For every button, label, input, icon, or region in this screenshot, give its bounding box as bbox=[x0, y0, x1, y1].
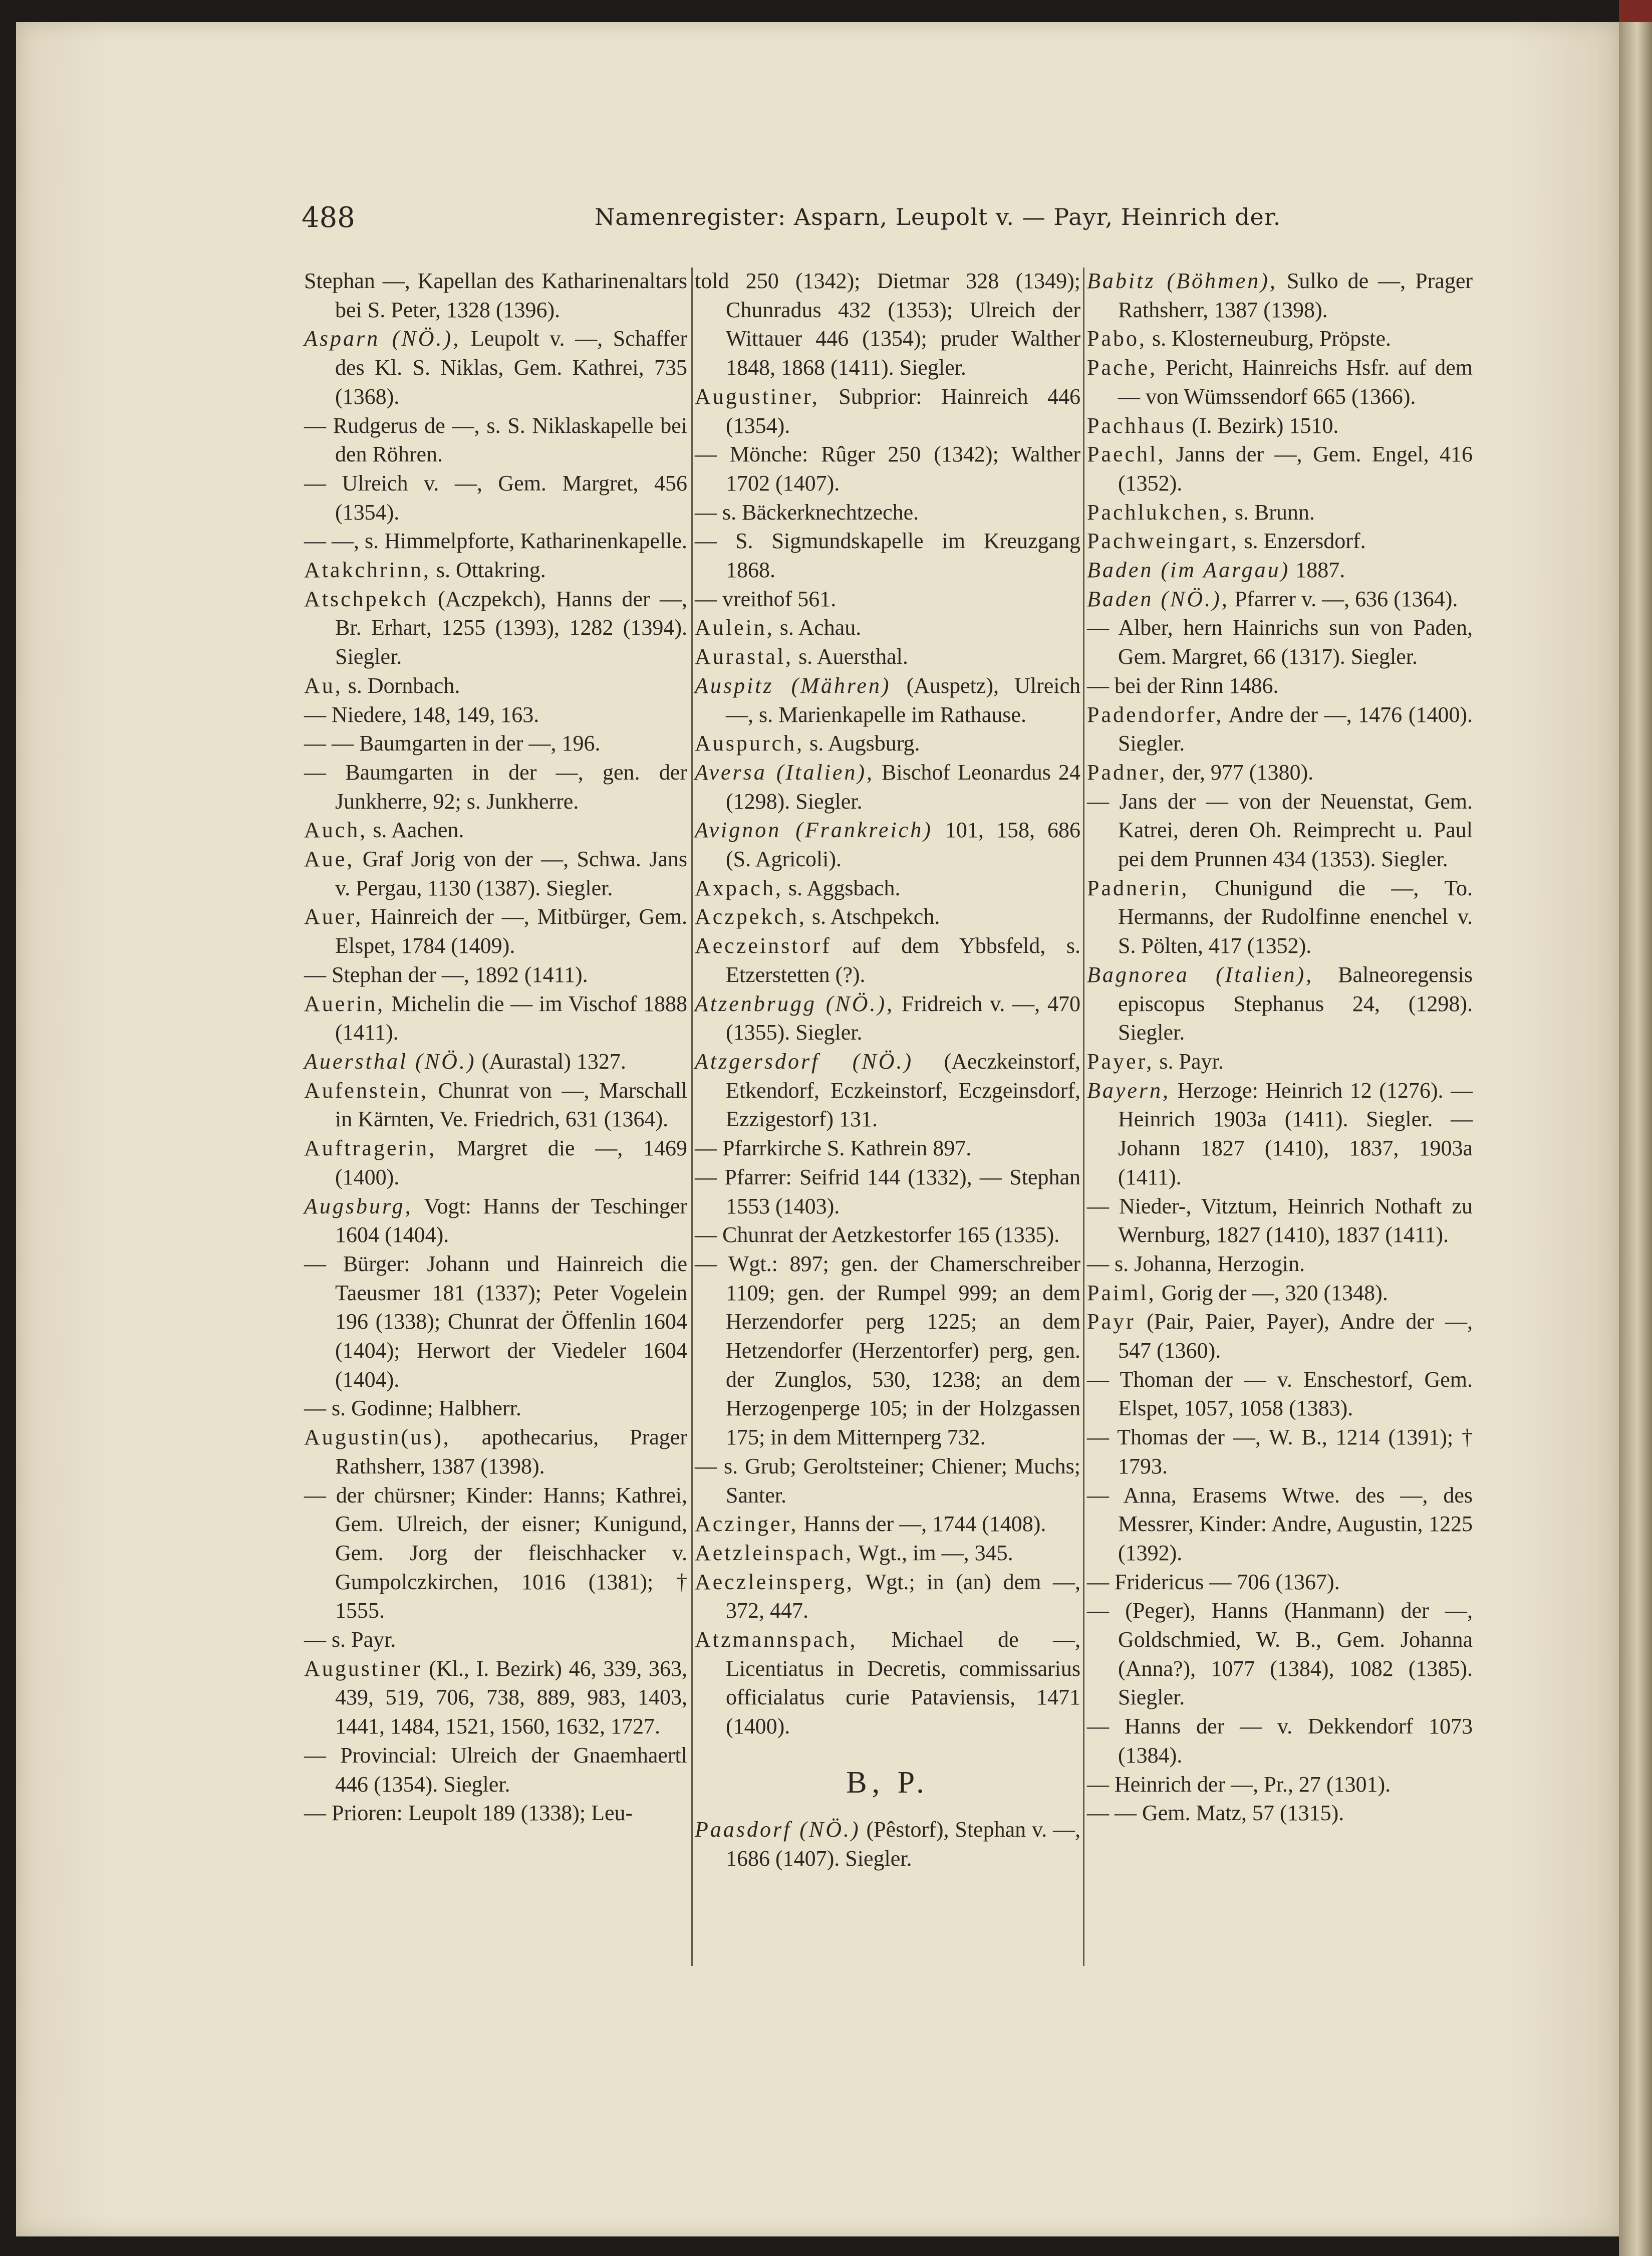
index-entry bbox=[1087, 324, 1473, 353]
entry-headword: Auspitz (Mähren) bbox=[695, 673, 891, 698]
entry-headword: Avignon (Frankreich) bbox=[695, 818, 933, 843]
entry-text: s. Ottakring. bbox=[430, 558, 546, 583]
index-entry bbox=[1087, 556, 1473, 585]
entry-headword: Aeczleinsperg, bbox=[695, 1569, 854, 1594]
index-entry bbox=[695, 613, 1080, 642]
entry-headword: Bayern, bbox=[1087, 1078, 1171, 1103]
entry-headword: Atzmannspach, bbox=[695, 1627, 858, 1652]
index-entry bbox=[695, 729, 1080, 758]
index-entry bbox=[695, 642, 1080, 671]
index-entry bbox=[695, 1815, 1080, 1873]
entry-headword: Atschpekch bbox=[304, 586, 428, 611]
entry-headword: Atzgersdorf (NÖ.) bbox=[695, 1049, 914, 1074]
entry-text: (Aeczkeinstorf, Etkendorf, Eczkeinstorf, Eczgeinsdorf, Ezzigestorf) 131. bbox=[726, 1049, 1081, 1132]
entry-headword: Auch, bbox=[304, 818, 368, 843]
entry-headword: Auersthal (NÖ.) bbox=[304, 1049, 476, 1074]
entry-headword: Atakchrinn, bbox=[304, 558, 431, 583]
index-entry: — Alber, hern Hainrichs sun von Paden, Gem. Margret, 66 (1317). Siegler. bbox=[1087, 615, 1473, 669]
index-entry: — Stephan der —, 1892 (1411). bbox=[304, 962, 588, 987]
index-entry: — — Baumgarten in der —, 196. bbox=[304, 731, 601, 756]
entry-headword: Augustin(us), bbox=[304, 1425, 451, 1450]
entry-headword: Payr bbox=[1087, 1309, 1136, 1334]
index-entry bbox=[304, 1423, 687, 1480]
index-entry bbox=[1087, 700, 1473, 758]
entry-headword: Atzenbrugg (NÖ.), bbox=[695, 991, 895, 1016]
index-entry bbox=[1087, 527, 1473, 556]
entry-text: Leupolt v. —, Schaffer des Kl. S. Niklas, Gem. Kathrei, 735 (1368). bbox=[335, 326, 687, 409]
index-entry: — s. Bäckerknechtzeche. bbox=[695, 499, 919, 525]
index-entry bbox=[1087, 1076, 1473, 1192]
entry-text: s. Atschpekch. bbox=[806, 904, 940, 929]
entry-headword: Asparn (NÖ.), bbox=[304, 326, 461, 351]
page-header bbox=[16, 201, 1619, 241]
entry-text: Michelin die — im Vischof 1888 (1411). bbox=[335, 991, 687, 1045]
entry-text: (Auspetz), Ulreich —, s. Marienkapelle im Rathause. bbox=[726, 673, 1080, 727]
index-entry bbox=[304, 324, 687, 411]
entry-headword: Pachhaus bbox=[1087, 413, 1187, 438]
entry-headword: Babitz (Böhmen), bbox=[1087, 269, 1277, 293]
entry-headword: Au, bbox=[304, 673, 343, 698]
entry-headword: Baden (im Aargau) bbox=[1087, 558, 1290, 583]
entry-text: Pfarrer v. —, 636 (1364). bbox=[1229, 586, 1458, 611]
index-entry: — Provincial: Ulreich der Gnaemhaertl 446 (1354). Siegler. bbox=[304, 1742, 687, 1797]
index-entry: — — Gem. Matz, 57 (1315). bbox=[1087, 1801, 1344, 1826]
entry-text: Chunrat von —, Marschall in Kärnten, Ve. Friedrich, 631 (1364). bbox=[335, 1078, 687, 1132]
index-entry: — Baumgarten in der —, gen. der Junkherre, 92; s. Junkherre. bbox=[304, 760, 687, 814]
entry-text: s. Enzersdorf. bbox=[1238, 529, 1366, 554]
entry-text: s. Aachen. bbox=[367, 818, 464, 843]
index-column-1 bbox=[304, 267, 687, 1828]
spine-red-band bbox=[1619, 0, 1652, 22]
running-head: Namenregister: Asparn, Leupolt v. — Payr, Heinrich der. bbox=[595, 203, 1281, 230]
entry-text: (Aurastal) 1327. bbox=[476, 1049, 626, 1074]
entry-headword: Padner, bbox=[1087, 760, 1167, 785]
entry-text: (Aczpekch), Hanns der —, Br. Erhart, 1255 (1393), 1282 (1394). Siegler. bbox=[335, 586, 687, 669]
entry-text: Pericht, Hainreichs Hsfr. auf dem — von Wümssendorf 665 (1366). bbox=[1118, 355, 1473, 409]
index-column-3 bbox=[1087, 267, 1473, 1828]
index-entry bbox=[695, 758, 1080, 816]
index-entry bbox=[695, 1568, 1080, 1625]
entry-text: Andre der —, 1476 (1400). Siegler. bbox=[1118, 702, 1473, 756]
index-entry: told 250 (1342); Dietmar 328 (1349); Chunradus 432 (1353); Ulreich der Wittauer 446 (1354); pruder Walther 1848, 1868 (1411). Siegler. bbox=[695, 269, 1080, 380]
entry-text: auf dem Ybbsfeld, s. Etzerstetten (?). bbox=[726, 933, 1080, 987]
index-entry bbox=[695, 874, 1080, 903]
index-entry bbox=[695, 1047, 1080, 1134]
index-entry bbox=[695, 1539, 1080, 1568]
index-entry bbox=[1087, 1047, 1473, 1076]
entry-text: Hanns der —, 1744 (1408). bbox=[798, 1512, 1046, 1537]
entry-text: Subprior: Hainreich 446 (1354). bbox=[726, 384, 1080, 438]
entry-text: s. Achau. bbox=[774, 615, 862, 640]
index-entry: — (Peger), Hanns (Hanmann) der —, Goldschmied, W. B., Gem. Johanna (Anna?), 1077 (1384), 1082 (1385). Siegler. bbox=[1087, 1598, 1473, 1710]
entry-text: Balneoregensis episcopus Stephanus 24, (1298). Siegler. bbox=[1118, 962, 1473, 1045]
entry-text: Vogt: Hanns der Teschinger 1604 (1404). bbox=[335, 1193, 687, 1247]
entry-text: (Pair, Paier, Payer), Andre der —, 547 (1360). bbox=[1118, 1309, 1473, 1363]
index-entry bbox=[304, 816, 687, 845]
entry-text: s. Brunn. bbox=[1229, 499, 1315, 525]
entry-text: Bischof Leonardus 24 (1298). Siegler. bbox=[726, 760, 1080, 814]
entry-headword: Paasdorf (NÖ.) bbox=[695, 1817, 861, 1842]
index-entry bbox=[304, 845, 687, 902]
index-entry bbox=[695, 989, 1080, 1047]
index-entry: — Hanns der — v. Dekkendorf 1073 (1384). bbox=[1087, 1714, 1473, 1768]
entry-text: Gorig der —, 320 (1348). bbox=[1156, 1280, 1388, 1305]
index-entry: — Rudgerus de —, s. S. Niklaskapelle bei den Röhren. bbox=[304, 413, 687, 467]
entry-headword: Auerin, bbox=[304, 991, 385, 1016]
entry-headword: Auspurch, bbox=[695, 731, 804, 756]
index-entry: — Nieder-, Vitztum, Heinrich Nothaft zu Wernburg, 1827 (1410), 1837 (1411). bbox=[1087, 1193, 1473, 1247]
index-entry: — Thoman der — v. Enschestorf, Gem. Elspet, 1057, 1058 (1383). bbox=[1087, 1367, 1473, 1421]
entry-text: Michael de —, Licentiatus in Decretis, commissarius officialatus curie Pataviensis, 1471 (1400). bbox=[726, 1627, 1080, 1739]
index-entry bbox=[1087, 585, 1473, 614]
entry-text: (I. Bezirk) 1510. bbox=[1186, 413, 1339, 438]
index-entry: — Fridericus — 706 (1367). bbox=[1087, 1569, 1340, 1594]
entry-headword: Auer, bbox=[304, 904, 363, 929]
entry-headword: Bagnorea (Italien), bbox=[1087, 962, 1314, 987]
index-entry: Stephan —, Kapellan des Katharinenaltars bei S. Peter, 1328 (1396). bbox=[304, 269, 687, 322]
entry-headword: Aufenstein, bbox=[304, 1078, 429, 1103]
index-entry bbox=[304, 1076, 687, 1134]
entry-text: s. Auersthal. bbox=[793, 644, 908, 669]
index-entry bbox=[695, 671, 1080, 729]
entry-headword: Pabo, bbox=[1087, 326, 1147, 351]
index-entry bbox=[1087, 1307, 1473, 1365]
entry-text: Wgt.; in (an) dem —, 372, 447. bbox=[726, 1569, 1080, 1623]
index-entry: — Ulreich v. —, Gem. Margret, 456 (1354). bbox=[304, 470, 687, 525]
entry-text: Fridreich v. —, 470 (1355). Siegler. bbox=[726, 991, 1080, 1045]
index-entry: — der chürsner; Kinder: Hanns; Kathrei, Gem. Ulreich, der eisner; Kunigund, Gem. Jorg der fleischhacker v. Gumpolczkirchen, 1016 (1381); † 1555. bbox=[304, 1482, 687, 1623]
index-entry bbox=[1087, 440, 1473, 497]
column-rule bbox=[691, 268, 693, 1966]
index-entry bbox=[1087, 411, 1473, 440]
entry-headword: Aetzleinspach, bbox=[695, 1540, 854, 1565]
entry-headword: Payer, bbox=[1087, 1049, 1154, 1074]
index-entry: — Anna, Erasems Wtwe. des —, des Messrer, Kinder: Andre, Augustin, 1225 (1392). bbox=[1087, 1482, 1473, 1565]
entry-headword: Baden (NÖ.), bbox=[1087, 586, 1229, 611]
entry-text: (Pêstorf), Stephan v. —, 1686 (1407). Siegler. bbox=[726, 1817, 1080, 1871]
entry-headword: Aeczeinstorf bbox=[695, 933, 832, 958]
index-entry bbox=[304, 902, 687, 960]
entry-text: Chunigund die —, To. Hermanns, der Rudolfinne enenchel v. S. Pölten, 417 (1352). bbox=[1118, 875, 1473, 958]
index-column-2 bbox=[695, 267, 1080, 1873]
index-entry: — Chunrat der Aetzkestorfer 165 (1335). bbox=[695, 1222, 1060, 1247]
index-entry bbox=[1087, 353, 1473, 411]
index-entry: — Wgt.: 897; gen. der Chamerschreiber 1109; gen. der Rumpel 999; an dem Herzendorfer perg 1225; an dem Hetzendorfer (Herzentorfer) perg, gen. der Zunglos, 530, 1238; an dem Herzogenperge 105; in der Holzgassen 175; in dem Mitternperg 732. bbox=[695, 1251, 1080, 1450]
index-entry bbox=[304, 585, 687, 671]
entry-text: Sulko de —, Prager Rathsherr, 1387 (1398). bbox=[1118, 269, 1473, 322]
entry-text: s. Aggsbach. bbox=[782, 875, 901, 900]
index-entry: — Prioren: Leupolt 189 (1338); Leu- bbox=[304, 1801, 633, 1826]
index-entry bbox=[695, 1625, 1080, 1741]
entry-text: Graf Jorig von der —, Schwa. Jans v. Pergau, 1130 (1387). Siegler. bbox=[335, 847, 687, 900]
entry-text: 101, 158, 686 (S. Agricoli). bbox=[726, 818, 1080, 872]
index-entry bbox=[695, 382, 1080, 440]
index-entry: — s. Johanna, Herzogin. bbox=[1087, 1251, 1305, 1276]
entry-headword: Paiml, bbox=[1087, 1280, 1156, 1305]
entry-text: der, 977 (1380). bbox=[1167, 760, 1314, 785]
index-entry bbox=[1087, 267, 1473, 324]
index-entry bbox=[304, 556, 687, 585]
index-entry: — Mönche: Rûger 250 (1342); Walther 1702 (1407). bbox=[695, 442, 1080, 495]
index-entry bbox=[1087, 498, 1473, 527]
index-entry: — s. Payr. bbox=[304, 1627, 396, 1652]
index-entry: — Heinrich der —, Pr., 27 (1301). bbox=[1087, 1772, 1391, 1797]
entry-headword: Auftragerin, bbox=[304, 1136, 437, 1161]
entry-headword: Padnerin, bbox=[1087, 875, 1189, 900]
entry-text: s. Klosterneuburg, Pröpste. bbox=[1147, 326, 1392, 351]
index-entry bbox=[1087, 1279, 1473, 1308]
index-entry bbox=[695, 931, 1080, 989]
index-entry bbox=[695, 816, 1080, 873]
entry-headword: Aulein, bbox=[695, 615, 774, 640]
entry-headword: Axpach, bbox=[695, 875, 783, 900]
entry-headword: Paechl, bbox=[1087, 442, 1166, 467]
index-entry: — Jans der — von der Neuenstat, Gem. Katrei, deren Oh. Reimprecht u. Paul pei dem Prunnen 434 (1353). Siegler. bbox=[1087, 789, 1473, 872]
entry-headword: Aue, bbox=[304, 847, 355, 872]
entry-headword: Padendorfer, bbox=[1087, 702, 1224, 727]
entry-text: s. Dornbach. bbox=[342, 673, 460, 698]
index-entry: — vreithof 561. bbox=[695, 586, 837, 611]
entry-text: apothecarius, Prager Rathsherr, 1387 (1398). bbox=[335, 1425, 687, 1478]
section-heading: B, P. bbox=[846, 1765, 929, 1800]
page-number: 488 bbox=[302, 201, 355, 234]
entry-text: s. Augsburg. bbox=[804, 731, 920, 756]
entry-headword: Pachweingart, bbox=[1087, 529, 1239, 554]
index-entry bbox=[1087, 874, 1473, 960]
entry-headword: Augustiner bbox=[304, 1656, 422, 1681]
entry-headword: Aurastal, bbox=[695, 644, 793, 669]
entry-text: Herzoge: Heinrich 12 (1276). — Heinrich 1903a (1411). Siegler. — Johann 1827 (1410), 1837, 1903a (1411). bbox=[1118, 1078, 1473, 1189]
index-entry: — Thomas der —, W. B., 1214 (1391); † 1793. bbox=[1087, 1425, 1473, 1478]
entry-headword: Augsburg, bbox=[304, 1193, 413, 1218]
index-entry bbox=[304, 671, 687, 700]
index-entry bbox=[695, 902, 1080, 931]
entry-headword: Augustiner, bbox=[695, 384, 819, 409]
index-entry: — Bürger: Johann und Hainreich die Taeusmer 181 (1337); Peter Vogelein 196 (1338); Chunrat der Öffenlin 1604 (1404); Herwort der Viedeler 1604 (1404). bbox=[304, 1251, 687, 1392]
index-entry: — Pfarrer: Seifrid 144 (1332), — Stephan 1553 (1403). bbox=[695, 1164, 1080, 1218]
index-entry bbox=[304, 1134, 687, 1191]
index-entry bbox=[1087, 758, 1473, 787]
entry-text: Wgt., im —, 345. bbox=[853, 1540, 1013, 1565]
entry-text: (Kl., I. Bezirk) 46, 339, 363, 439, 519, 706, 738, 889, 983, 1403, 1441, 1484, 1521, 1560, 1632, 1727. bbox=[335, 1656, 687, 1739]
entry-text: Margret die —, 1469 (1400). bbox=[335, 1136, 687, 1189]
index-entry bbox=[304, 1192, 687, 1249]
index-entry: — S. Sigmundskapelle im Kreuzgang 1868. bbox=[695, 529, 1080, 583]
entry-text: s. Payr. bbox=[1154, 1049, 1224, 1074]
index-entry bbox=[304, 1654, 687, 1741]
index-entry: — bei der Rinn 1486. bbox=[1087, 673, 1279, 698]
index-entry bbox=[695, 1510, 1080, 1539]
index-entry: — Pfarrkirche S. Kathrein 897. bbox=[695, 1136, 972, 1161]
entry-headword: Pachlukchen, bbox=[1087, 499, 1229, 525]
index-entry: — —, s. Himmelpforte, Katharinenkapelle. bbox=[304, 529, 687, 554]
entry-headword: Aversa (Italien), bbox=[695, 760, 875, 785]
entry-text: Janns der —, Gem. Engel, 416 (1352). bbox=[1118, 442, 1473, 495]
index-entry bbox=[304, 1047, 687, 1076]
book-page bbox=[16, 22, 1619, 2236]
index-entry: — s. Godinne; Halbherr. bbox=[304, 1396, 521, 1421]
entry-headword: Aczinger, bbox=[695, 1512, 798, 1537]
entry-headword: Pache, bbox=[1087, 355, 1158, 380]
entry-text: Hainreich der —, Mitbürger, Gem. Elspet, 1784 (1409). bbox=[335, 904, 687, 958]
index-entry bbox=[304, 989, 687, 1047]
index-entry: — s. Grub; Geroltsteiner; Chiener; Muchs; Santer. bbox=[695, 1453, 1080, 1508]
entry-text: 1887. bbox=[1290, 558, 1345, 583]
entry-headword: Aczpekch, bbox=[695, 904, 806, 929]
column-rule bbox=[1083, 268, 1084, 1966]
index-entry bbox=[1087, 960, 1473, 1047]
book-spine-edge bbox=[1619, 0, 1652, 2256]
index-entry: — Niedere, 148, 149, 163. bbox=[304, 702, 539, 727]
